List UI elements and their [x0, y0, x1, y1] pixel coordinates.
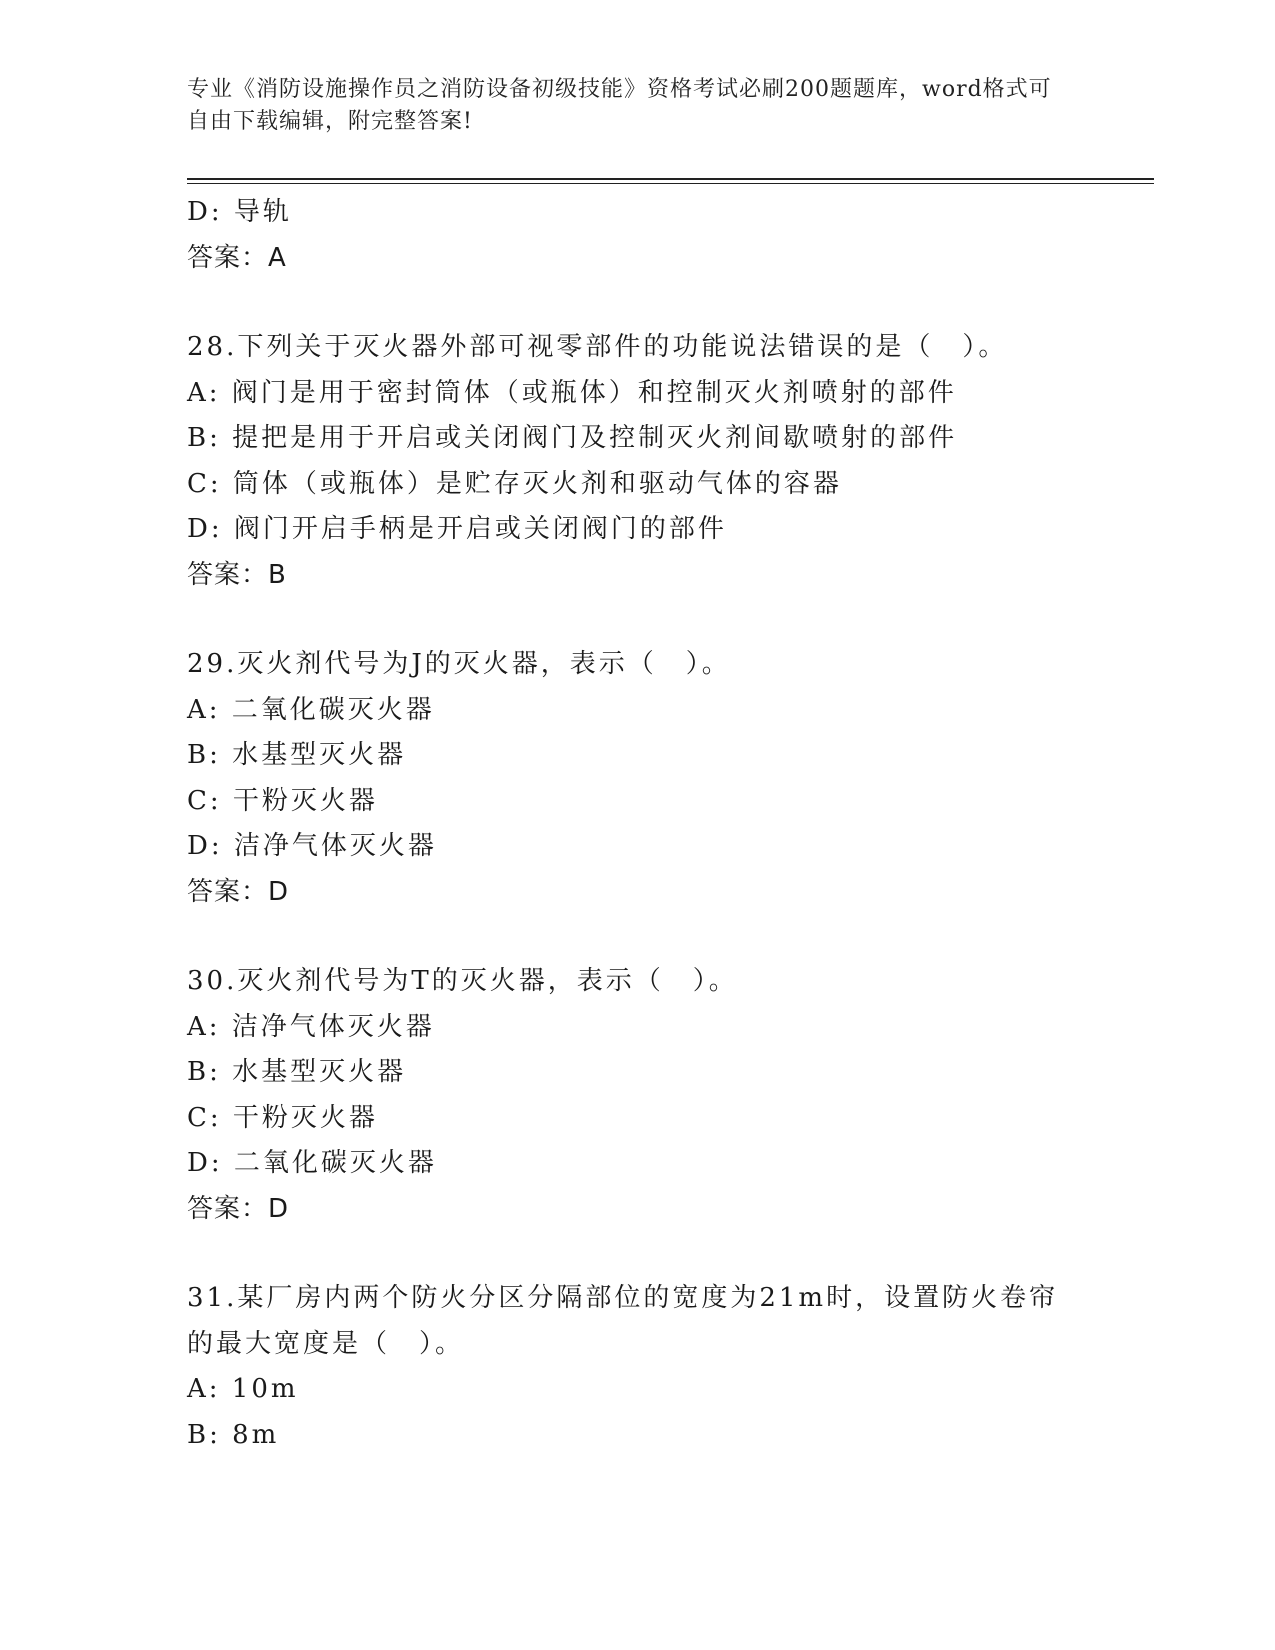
answer-line: 答案：D: [187, 1193, 290, 1224]
question-stem: 31.某厂房内两个防火分区分隔部位的宽度为21m时，设置防火卷帘的最大宽度是（ ）。: [187, 1283, 1059, 1359]
spacer: [187, 915, 1087, 959]
option-b: B: 水基型灭火器: [187, 740, 407, 770]
question-list: [187, 190, 1087, 1458]
question-block-29: [187, 642, 1087, 915]
option-c: C: 干粉灭火器: [187, 785, 378, 816]
option-b: B: 8m: [187, 1419, 280, 1450]
option-b: B: 水基型灭火器: [187, 1057, 407, 1087]
document-header: 专业《消防设施操作员之消防设备初级技能》资格考试必刷200题题库，word格式可自由下载编辑，附完整答案!: [187, 77, 1052, 134]
question-stem: 29.灭火剂代号为J的灭火器，表示（ ）。: [187, 649, 731, 679]
spacer: [187, 1232, 1087, 1276]
option-d: D: 二氧化碳灭火器: [187, 1148, 437, 1178]
header-rule-thick: [187, 178, 1154, 180]
answer-line: 答案：B: [187, 559, 287, 590]
option-a: A: 洁净气体灭火器: [187, 1011, 435, 1042]
question-block-31: [187, 1276, 1087, 1458]
option-a: A: 10m: [187, 1374, 299, 1404]
spacer: [187, 598, 1087, 642]
option-d: D: 导轨: [187, 197, 292, 227]
option-d: D: 洁净气体灭火器: [187, 831, 437, 861]
option-c: C: 干粉灭火器: [187, 1102, 378, 1133]
question-block-28: [187, 325, 1087, 598]
answer-line: 答案：A: [187, 242, 287, 273]
question-stem: 28.下列关于灭火器外部可视零部件的功能说法错误的是（ ）。: [187, 332, 1008, 362]
question-stem: 30.灭火剂代号为T的灭火器，表示（ ）。: [187, 966, 738, 996]
option-c: C: 筒体（或瓶体）是贮存灭火剂和驱动气体的容器: [187, 468, 842, 499]
spacer: [187, 281, 1087, 325]
option-a: A: 阀门是用于密封筒体（或瓶体）和控制灭火剂喷射的部件: [187, 377, 957, 408]
option-d: D: 阀门开启手柄是开启或关闭阀门的部件: [187, 514, 727, 544]
header-rule-thin: [187, 183, 1154, 184]
answer-line: 答案：D: [187, 876, 290, 907]
question-block-30: [187, 959, 1087, 1232]
option-b: B: 提把是用于开启或关闭阀门及控制灭火剂间歇喷射的部件: [187, 423, 958, 453]
option-a: A: 二氧化碳灭火器: [187, 694, 435, 725]
